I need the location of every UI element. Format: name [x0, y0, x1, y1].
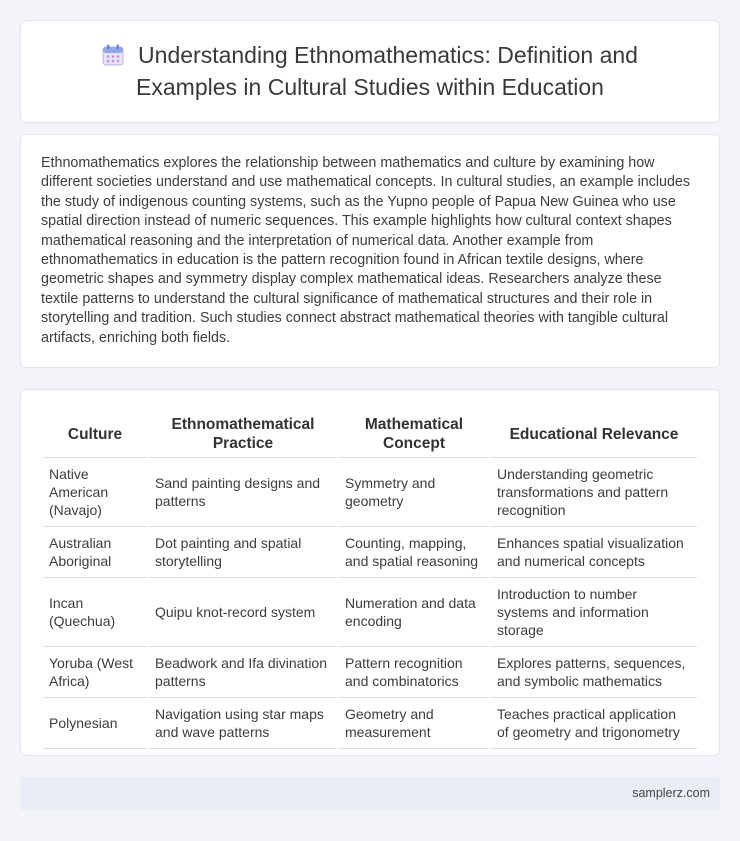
page-title: [60, 41, 680, 102]
ethnomath-table: [41, 410, 699, 749]
table-cell: Dot painting and spatial storytelling: [149, 527, 337, 578]
page-title-text: Understanding Ethnomathematics: Definition and Examples in Cultural Studies within Education: [136, 42, 638, 100]
table-cell: Navigation using star maps and wave patterns: [149, 698, 337, 749]
table-row: [43, 698, 697, 749]
footer: [20, 777, 720, 810]
table-cell: Australian Aboriginal: [43, 527, 147, 578]
table-cell: Sand painting designs and patterns: [149, 458, 337, 527]
column-header: Ethnomathematical Practice: [149, 410, 337, 458]
table-cell: Incan (Quechua): [43, 578, 147, 647]
intro-card: [20, 134, 720, 368]
table-cell: Explores patterns, sequences, and symbolic mathematics: [491, 647, 697, 698]
table-cell: Numeration and data encoding: [339, 578, 489, 647]
table-cell: Native American (Navajo): [43, 458, 147, 527]
table-cell: Quipu knot-record system: [149, 578, 337, 647]
intro-paragraph: Ethnomathematics explores the relationship between mathematics and culture by examining how different societies understand and use mathematical concepts. In cultural studies, an example includes the study of indigenous counting systems, such as the Yupno people of Papua New Guinea who use spatial direction instead of numeric sequences. This example highlights how cultural context shapes mathematical reasoning and the interpretation of numerical data. Another example from ethnomathematics in education is the pattern recognition found in African textile designs, where geometric shapes and symmetry display complex mathematical ideas. Researchers analyze these textile patterns to understand the cultural significance of mathematical structures and their role in storytelling and tradition. Such studies connect abstract mathematical theories with tangible cultural artifacts, enriching both fields.: [41, 155, 691, 346]
table-row: [43, 578, 697, 647]
column-header: Educational Relevance: [491, 410, 697, 458]
table-header-row: [43, 410, 697, 458]
table-cell: Counting, mapping, and spatial reasoning: [339, 527, 489, 578]
title-card: [20, 20, 720, 123]
table-cell: Beadwork and Ifa divination patterns: [149, 647, 337, 698]
table-cell: Pattern recognition and combinatorics: [339, 647, 489, 698]
table-cell: Enhances spatial visualization and numerical concepts: [491, 527, 697, 578]
column-header: Culture: [43, 410, 147, 458]
table-cell: Polynesian: [43, 698, 147, 749]
table-card: [20, 389, 720, 756]
table-cell: Teaches practical application of geometry and trigonometry: [491, 698, 697, 749]
table-cell: Geometry and measurement: [339, 698, 489, 749]
calendar-icon: [102, 44, 124, 73]
table-cell: Introduction to number systems and information storage: [491, 578, 697, 647]
table-row: [43, 647, 697, 698]
footer-site-link[interactable]: samplerz.com: [632, 786, 710, 800]
table-cell: Understanding geometric transformations and pattern recognition: [491, 458, 697, 527]
table-cell: Symmetry and geometry: [339, 458, 489, 527]
table-cell: Yoruba (West Africa): [43, 647, 147, 698]
table-row: [43, 458, 697, 527]
table-row: [43, 527, 697, 578]
column-header: Mathematical Concept: [339, 410, 489, 458]
